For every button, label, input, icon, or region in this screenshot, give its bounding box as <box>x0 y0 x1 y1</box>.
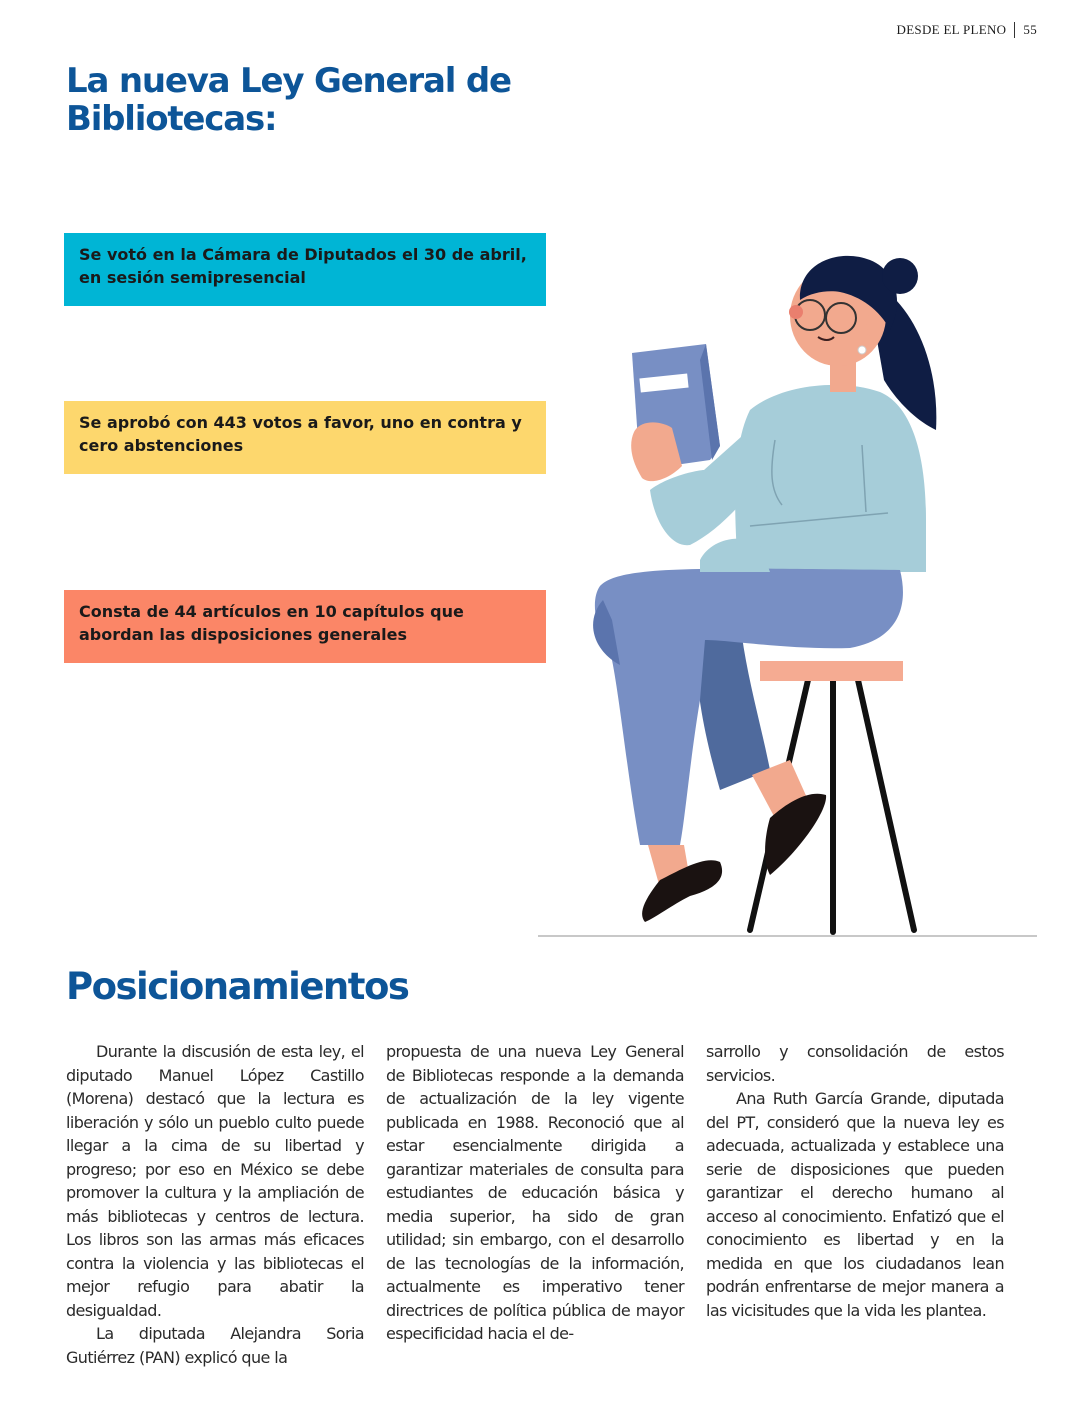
hair-bun <box>882 258 918 294</box>
section-name: DESDE EL PLENO <box>896 22 1007 37</box>
paragraph: La diputada Alejandra Soria Gutiérrez (PAN) explicó que la <box>66 1324 364 1367</box>
fact-box-articles: Consta de 44 artículos en 10 capítulos que abordan las disposiciones generales <box>64 590 546 663</box>
cheek <box>789 305 803 319</box>
body-column-3 <box>706 1040 1004 1322</box>
stool-seat <box>760 661 903 681</box>
page-number: 55 <box>1023 22 1037 37</box>
woman-reading-illustration <box>536 240 1040 940</box>
body-column-2 <box>386 1040 684 1346</box>
paragraph: propuesta de una nueva Ley General de Bibliotecas responde a la demanda de actualización de la ley vigente publicada en 1988. Reconoció que al estar esencialmente dirigida a garantizar materiales de consulta para estudiantes de educación básica y media superior, ha sido de gran utilidad; sin embargo, con el desarrollo de las tecnologías de la información, actualmente es imperativo tener directrices de política pública de mayor especificidad hacia el de- <box>386 1042 684 1343</box>
front-shoe <box>642 860 722 922</box>
page-title: La nueva Ley General de Bibliotecas: <box>66 61 511 139</box>
section-title: Posicionamientos <box>66 965 409 1008</box>
fact-box-vote-count: Se aprobó con 443 votos a favor, uno en contra y cero abstenciones <box>64 401 546 474</box>
body-column-1 <box>66 1040 364 1369</box>
running-head <box>897 22 1038 38</box>
paragraph: Durante la discusión de esta ley, el diputado Manuel López Castillo (Morena) destacó que la lectura es liberación y sólo un pueblo culto puede llegar a la cima de su libertad y progreso; por eso en México se debe promover la cultura y la ampliación de más bibliotecas y centros de lectura. Los libros son las armas más eficaces contra la violencia y las bibliotecas el mejor refugio para abatir la desigualdad. <box>66 1042 364 1320</box>
paragraph: sarrollo y consolidación de estos servicios. <box>706 1042 1004 1085</box>
earring <box>858 346 866 354</box>
fact-box-vote-date: Se votó en la Cámara de Diputados el 30 de abril, en sesión semipresencial <box>64 233 546 306</box>
header-divider <box>1014 22 1015 38</box>
paragraph: Ana Ruth García Grande, diputada del PT, consideró que la nueva ley es adecuada, actualizada y establece una serie de disposiciones que pueden garantizar el derecho humano al acceso al conocimiento. Enfatizó que el conocimiento es libertad y en la medida en que los ciudadanos lean podrán enfrentarse de mejor manera a las vicisitudes que la vida les plantea. <box>706 1089 1004 1320</box>
sweater <box>735 385 926 572</box>
